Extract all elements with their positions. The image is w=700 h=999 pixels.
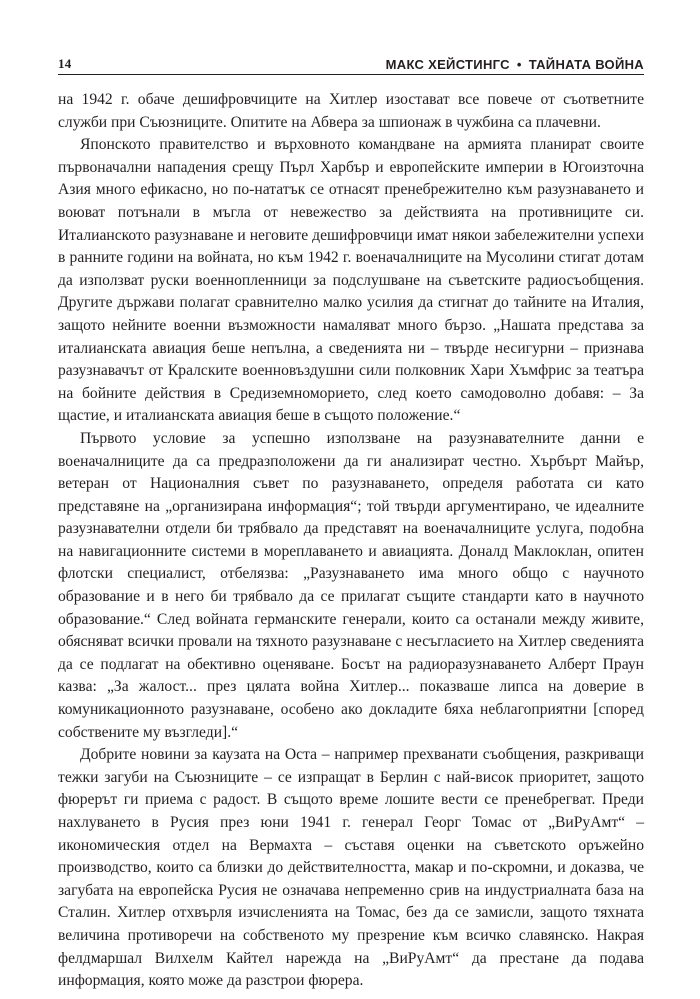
book-title: ТАЙНАТА ВОЙНА: [528, 57, 644, 72]
paragraph: Добрите новини за каузата на Оста – например прехванати съобщения, разкриващи тежки загуби на Съюзниците – се изпращат в Берлин с най-висок приоритет, защото фюрерът ги приема с радост. В същото време лошите вести се пренебрегват. Преди нахлуването в Русия през юни 1941 г. генерал Георг Томас от „ВиРуАмт“ – икономическия отдел на Вермахта – съставя оценки на съветското оръжейно производство, които са близки до действителността, макар и по-скромни, и доказва, че загубата на европейска Русия не означава непременно срив на индустриалната база на Сталин. Хитлер отхвърля изчисленията на Томас, без да се замисли, защото тяхната величина противоречи на собственото му презрение към всичко славянско. Накрая фелдмаршал Вилхелм Кайтел нарежда на „ВиРуАмт“ да престане да подава информация, която може да разстрои фюрера.: [58, 746, 644, 990]
bullet-separator: •: [516, 57, 522, 72]
paragraph: Японското правителство и върховното командване на армията планират своите първоначални нападения срещу Пърл Харбър и европейските империи в Югоизточна Азия много ефикасно, но по-нататък се отнасят пренебрежително към разузнаването и воюват потънали в мъгла от невежество за действията на противниците си. Италианското разузнаване и неговите дешифровчици имат някои забележителни успехи в ранните години на войната, но към 1942 г. военачалниците на Мусолини стигат дотам да използват руски военнопленници за подслушване на съветските радиосъобщения. Другите държави полагат сравнително малко усилия да стигнат до тайните на Италия, защото нейните военни възможности намаляват много бързо. „Нашата представа за италианската авиация беше непълна, а сведенията ни – твърде несигурни – признава разузнавачът от Кралските военновъздушни сили полковник Хари Хъмфрис за театъра на бойните действия в Средиземноморието, след което самодоволно добавя: – За щастие, и италианската авиация беше в същото положение.“: [58, 136, 644, 425]
body-text: [58, 89, 644, 993]
page-number: 14: [58, 56, 72, 71]
paragraph: Първото условие за успешно използване на разузнавателните данни е военачалниците да са предразположени да ги анализират честно. Хърбърт Майър, ветеран от Националния съвет по разузнаването, определя работата си като представяне на „организирана информация“; той твърди аргументирано, че идеалните разузнавателни отдели би трябвало да представят на военачалниците услуга, подобна на навигационните системи в мореплаването и авиацията. Доналд Маклоклан, опитен флотски специалист, отбелязва: „Разузнаването има много общо с научното образование и в него би трябвало да се прилагат същите стандарти като в научното образование.“ След войната германските генерали, които са останали между живите, обясняват всички провали на тяхното разузнаване с несъгласието на Хитлер сведенията да се подлагат на обективно оценяване. Босът на радиоразузнаването Алберт Праун казва: „За жалост... през цялата война Хитлер... показваше липса на доверие в комуникационното разузнаване, особено ако докладите бяха неблагоприятни [според собствените му възгледи].“: [58, 429, 644, 741]
author-name: МАКС ХЕЙСТИНГС: [385, 57, 510, 72]
book-page: [58, 50, 644, 993]
paragraph: на 1942 г. обаче дешифровчиците на Хитлер изостават все повече от съответните служби при Съюзниците. Опитите на Абвера за шпионаж в чужбина са плачевни.: [58, 91, 644, 131]
running-header: [58, 50, 644, 75]
header-title: [386, 57, 644, 72]
